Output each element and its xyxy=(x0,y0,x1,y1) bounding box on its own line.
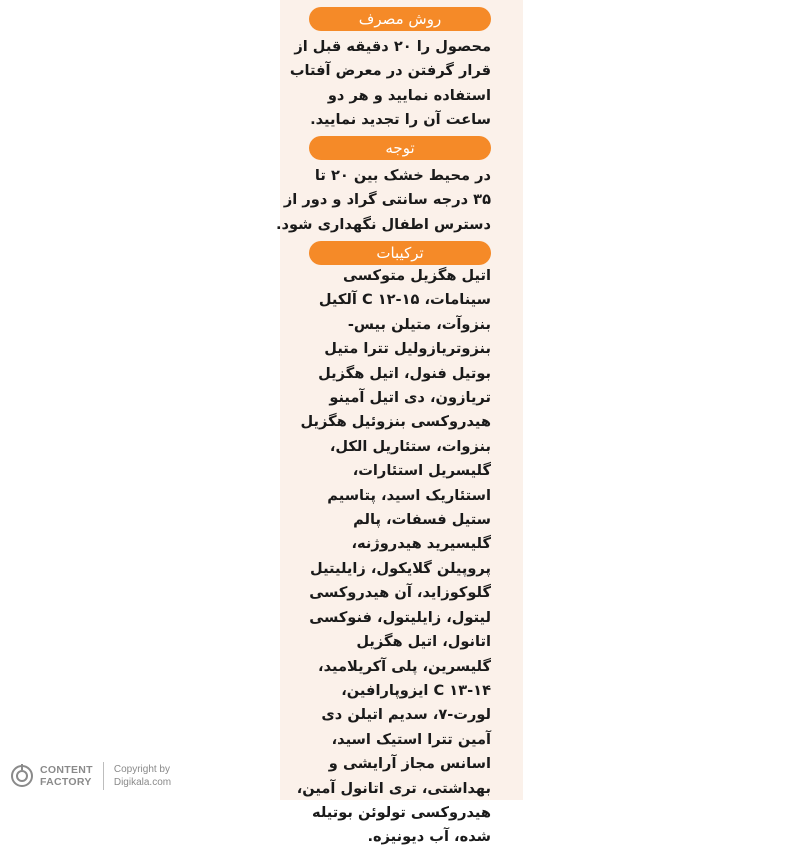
usage-line: قرار گرفتن در معرض آفتاب xyxy=(289,62,491,80)
ingredient-line: ستیل فسفات، پالم xyxy=(353,511,491,529)
ingredient-line: سینامات، C ۱۲-۱۵ آلکیل xyxy=(318,291,491,309)
ingredient-line: گلوکوزاید، آن هیدروکسی xyxy=(309,584,491,602)
usage-line: ساعت آن را تجدید نمایید. xyxy=(310,111,491,129)
usage-line: استفاده نمایید و هر دو xyxy=(327,86,491,104)
ingredient-line: اسانس مجاز آرایشی و xyxy=(328,755,491,773)
brand-name xyxy=(40,764,93,788)
note-line: ۳۵ درجه سانتی گراد و دور از xyxy=(283,191,491,209)
ingredient-line: استئاریک اسید، پتاسیم xyxy=(327,486,491,504)
ingredient-line: C ۱۳-۱۴ ایزوپارافین، xyxy=(341,681,491,699)
brand-line-2: FACTORY xyxy=(40,776,92,788)
copyright-line-2: Digikala.com xyxy=(113,777,172,788)
ingredient-line: بهداشتی، تری اتانول آمین، xyxy=(296,779,491,797)
ingredient-line: گلیسرین، پلی آکریلامید، xyxy=(318,657,491,675)
ingredient-line: هیدروکسی بنزوئیل هگزیل xyxy=(300,413,491,431)
ingredients-text xyxy=(296,264,491,850)
content-factory-logo-icon xyxy=(10,764,34,788)
label-content xyxy=(276,0,497,846)
footer-divider xyxy=(103,762,104,790)
ingredient-line: اتیل هگزیل متوکسی xyxy=(342,267,491,284)
ingredient-line: گلیسریل استئارات، xyxy=(352,462,491,480)
ingredient-line: هیدروکسی تولوئن بوتیله xyxy=(312,803,491,821)
brand-line-1: CONTENT xyxy=(40,764,93,776)
usage-text xyxy=(289,35,491,133)
ingredient-line: گلیسیرید هیدروژنه، xyxy=(351,535,491,553)
ingredient-line: بنزوات، ستئاریل الکل، xyxy=(329,437,491,455)
ingredient-line: لورت-۷، سدیم اتیلن دی xyxy=(321,706,491,724)
note-line: دسترس اطفال نگهداری شود. xyxy=(276,215,491,233)
ingredient-line: بنزوتریازولیل تترا متیل xyxy=(324,340,491,358)
usage-heading: روش مصرف xyxy=(309,7,491,31)
usage-line: محصول را ۲۰ دقیقه قبل از xyxy=(294,38,491,55)
ingredient-line: تریازون، دی اتیل آمینو xyxy=(329,389,491,407)
ingredient-line: پروپیلن گلایکول، زایلیتیل xyxy=(310,559,491,577)
ingredient-line: آمین تترا استیک اسید، xyxy=(331,730,491,748)
ingredient-line: اتانول، اتیل هگزیل xyxy=(356,633,491,651)
copyright-notice xyxy=(114,763,171,789)
note-heading: توجه xyxy=(309,136,491,160)
ingredient-line: بنزوآت، متیلن بیس- xyxy=(347,315,491,333)
ingredient-line: بوتیل فنول، اتیل هگزیل xyxy=(318,364,491,382)
ingredients-heading: ترکیبات xyxy=(309,241,491,265)
note-line: در محیط خشک بین ۲۰ تا xyxy=(314,167,491,184)
watermark-footer xyxy=(10,758,171,794)
ingredient-line: شده، آب دیونیزه. xyxy=(367,828,491,846)
ingredient-line: لیتول، زایلیتول، فنوکسی xyxy=(309,608,491,626)
copyright-line-1: Copyright by xyxy=(113,764,170,775)
note-text xyxy=(276,164,491,237)
